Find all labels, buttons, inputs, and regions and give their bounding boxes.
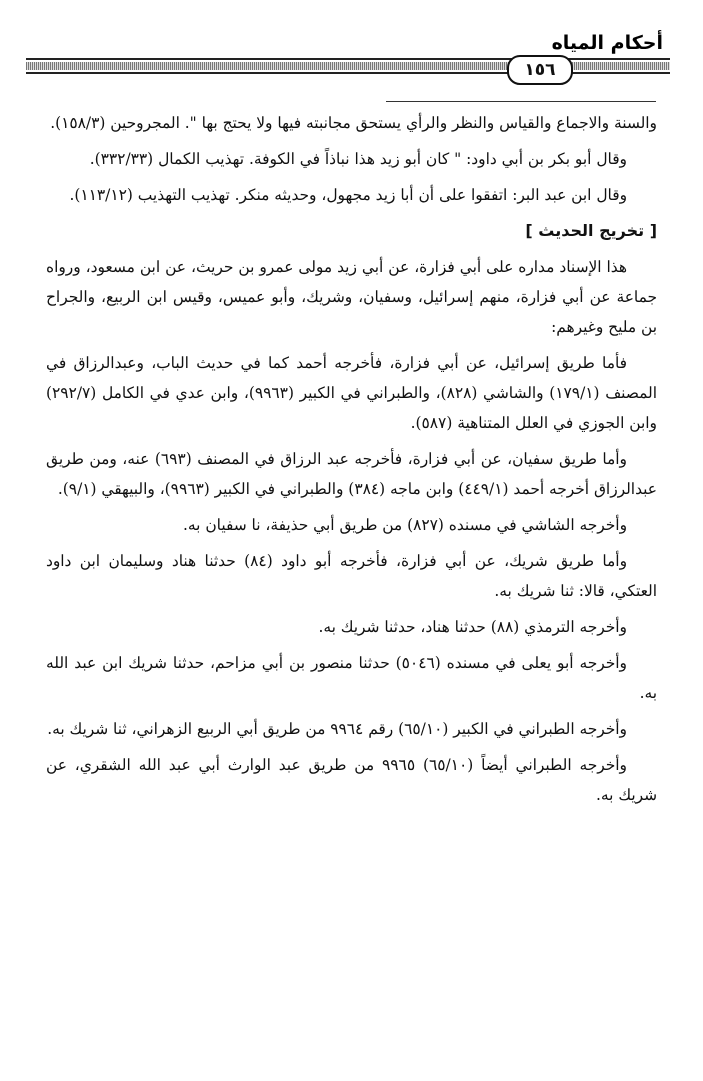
takhrij-paragraph: وأخرجه الترمذي (٨٨) حدثنا هناد، حدثنا شريك به. (318, 618, 627, 636)
takhrij-paragraph: فأما طريق إسرائيل، عن أبي فزارة، فأخرجه أحمد كما في حديث الباب، وعبدالرزاق في المصنف (١٧٩/١) والشاشي (٨٢٨)، والطبراني في الكبير (٩٩٦٣)، وابن عدي في الكامل (٢٩٢/٧) وابن الجوزي في العلل المتناهية (٥٨٧). (46, 354, 657, 432)
header-rule-top (26, 58, 670, 60)
header-rule-band (26, 62, 670, 70)
takhrij-paragraph: وأما طريق سفيان، عن أبي فزارة، فأخرجه عبد الرزاق في المصنف (٦٩٣) عنه، ومن طريق عبدالرزاق أخرجه أحمد (٤٤٩/١) وابن ماجه (٣٨٤) والطبراني في الكبير (٩٩٦٣)، والبيهقي (٩/١). (46, 450, 657, 498)
footnote-paragraph: والسنة والاجماع والقياس والنظر والرأي يستحق مجانبته فيها ولا يحتج بها ". المجروحين (١٥٨/٣). (50, 114, 657, 132)
header-rule-bottom (26, 72, 670, 74)
book-title: أحكام المياه (551, 32, 663, 54)
page-header (0, 0, 703, 90)
takhrij-paragraph: هذا الإسناد مداره على أبي فزارة، عن أبي زيد مولى عمرو بن حريث، عن ابن مسعود، ورواه جماعة عن أبي فزارة، منهم إسرائيل، وسفيان، وشريك، وأبو عميس، وقيس ابن الربيع، والجراح بن مليح وغيرهم: (46, 258, 657, 336)
takhrij-paragraph: وأخرجه الطبراني في الكبير (٦٥/١٠) رقم ٩٩٦٤ من طريق أبي الربيع الزهراني، ثنا شريك به. (47, 720, 627, 738)
section-heading: [ تخريج الحديث ] (525, 221, 657, 240)
footnote-divider (386, 101, 656, 102)
page-number: ١٥٦ (507, 55, 573, 85)
takhrij-paragraph: وأما طريق شريك، عن أبي فزارة، فأخرجه أبو داود (٨٤) حدثنا هناد وسليمان ابن داود العتكي، قالا: ثنا شريك به. (46, 552, 657, 600)
takhrij-paragraph: وأخرجه أبو يعلى في مسنده (٥٠٤٦) حدثنا منصور بن أبي مزاحم، حدثنا شريك ابن عبد الله به. (46, 654, 657, 702)
page-body (46, 108, 657, 816)
takhrij-paragraph: وأخرجه الطبراني أيضاً (٦٥/١٠) ٩٩٦٥ من طريق عبد الوارث أبي عبد الله الشقري، عن شريك به. (46, 756, 657, 804)
takhrij-paragraph: وأخرجه الشاشي في مسنده (٨٢٧) من طريق أبي حذيفة، نا سفيان به. (183, 516, 627, 534)
footnote-paragraph: وقال ابن عبد البر: اتفقوا على أن أبا زيد مجهول، وحديثه منكر. تهذيب التهذيب (١١٣/١٢). (69, 186, 627, 204)
footnote-paragraph: وقال أبو بكر بن أبي داود: " كان أبو زيد هذا نباذاً في الكوفة. تهذيب الكمال (٣٣٢/٣٣). (89, 150, 627, 168)
